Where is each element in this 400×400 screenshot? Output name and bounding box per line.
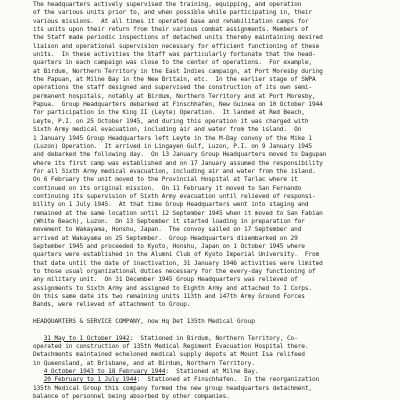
text-line <box>33 343 394 351</box>
text-line: continuing its supervision of Sixth Army evacuation until relieved of responsi- <box>33 192 316 200</box>
text-line: Bands, were relieved of attachment to Group. <box>33 301 191 309</box>
text-line: assignments to Sixth Army and assigned to Eighth Army and attached to I Corps. <box>33 284 313 292</box>
line-text: balance of personnel being absorbed by other companies. <box>33 393 230 400</box>
text-line <box>33 360 394 368</box>
text-line: for all Sixth Army medical evacuation, including air and water from the island. <box>33 167 316 175</box>
paragraph-gap <box>33 310 394 318</box>
text-line <box>33 393 394 400</box>
text-line: units. In these activities the Staff was particularly fortunate that the head- <box>33 51 316 59</box>
line-text: in Queensland, at Brisbane, and at Birdum, Northern Territory. <box>33 359 255 367</box>
date-range: 20 February to 1 July 1944 <box>43 376 137 384</box>
text-line: and debarked the following day. On 13 January Group Headquarters moved to Dagupan <box>33 151 327 159</box>
text-line: operations the staff designed and supervised the construction of its own semi- <box>33 84 313 92</box>
text-line: The headquarters actively supervised the training, equipping, and operation <box>33 1 302 8</box>
company-history-paragraph <box>33 335 394 400</box>
text-line: On 6 February the unit moved to the Provincial Hospital at Tarlac where it <box>33 176 298 184</box>
text-line: of the various units prior to, and when possible while participating in, their <box>33 9 313 17</box>
text-line: Papua. Group Headquarters debarked at Finschhafen, New Guinea on 10 October 1944 <box>33 101 323 109</box>
text-line: movement to Wakayama, Honshu, Japan. The convoy sailed on 17 September and <box>33 226 302 234</box>
text-line: (Luzon) Operation. It arrived in Lingayen Gulf, Luzon, P.I. on 9 January 1945 <box>33 142 313 150</box>
text-line: that date until the date of inactivation, 31 January 1946 activities were limited <box>33 259 323 267</box>
text-line <box>33 368 394 376</box>
date-range: 31 May to 1 October 1942 <box>43 334 130 342</box>
text-line: for participation in the King II (Leyte) Operation. It landed at Red Beach, <box>33 109 305 117</box>
line-text: : Stationed in Birdum, Northern Territory, Co- <box>129 334 298 342</box>
text-line: at Birdum, Northern Territory in the East Indies campaign, at Port Moresby during <box>33 67 323 75</box>
document-body <box>33 1 394 400</box>
line-text: Detachments maintained echeloned medical supply depots at Mount Isa relifeed <box>33 351 305 359</box>
text-line: the Staff made periodic inspections of detached units thereby maintaining desired <box>33 34 323 42</box>
text-line: (White Beach), Luzon. On 13 September it started loading in preparation for <box>33 217 305 225</box>
text-line: quarters in each campaign was close to the center of operations. For example, <box>33 59 313 67</box>
text-line: Sixth Army medical evacuation, including air and water from the island. On <box>33 126 302 134</box>
text-line: Leyte, P.I. on 25 October 1945, and during this operation it was charged with <box>33 117 309 125</box>
text-line: continued on its original mission. On 11 February it moved to San Fernando <box>33 184 302 192</box>
text-line: its units upon their return from their various combat assignments. Members of <box>33 26 309 34</box>
text-line: 1 January 1945 Group Headquarters left Leyte in the M-Day convoy of the Mike 1 <box>33 134 313 142</box>
line-text: 135th Medical Group this company formed the new group headquarters detachment, <box>33 384 313 392</box>
text-line: remained at the same location until 12 September 1945 when it moved to San Fabian <box>33 209 323 217</box>
text-line: permanent hospitals, notably at Birdum, Northern Territory and at Port Moresby, <box>33 92 316 100</box>
line-text: operated in construction of 135th Medical Regiment Evacuation Hospital there. <box>33 343 309 351</box>
text-line: liaison and operational supervision necessary for efficient functioning of these <box>33 42 320 50</box>
text-line <box>33 351 394 359</box>
text-line: where its first camp was established and on 17 January assumed the responsibility <box>33 159 323 167</box>
paragraph-gap <box>33 326 394 334</box>
text-line: to those usual organizational duties necessary for the every-day functioning of <box>33 268 316 275</box>
line-text: : Stationed at Milne Bay. <box>165 368 259 376</box>
text-line <box>33 335 394 343</box>
text-line: September 1945 and proceeded to Kyoto, Honshu, Japan on 1 October 1945 where <box>33 242 305 250</box>
date-range: 4 October 1943 to 18 February 1944 <box>43 368 166 376</box>
text-line <box>33 376 394 384</box>
text-line: On this same date its two remaining units 113th and 147th Army Ground Forces <box>33 293 305 301</box>
text-line: any military unit. On 31 December 1945 Group Headquarters was relieved of <box>33 276 298 284</box>
text-line: arrived at Wakayama on 25 September. Group Headquarters disembarked on 29 <box>33 234 298 242</box>
section-heading: HEADQUARTERS & SERVICE COMPANY, now Hq Det 135th Medical Group <box>33 318 255 326</box>
text-line: the Papuan, at Milne Bay in the New Britain, etc. In the earlier stage of SWPA <box>33 76 316 84</box>
line-text: : Stationed at Finschhafen. In the reorganization <box>136 376 320 384</box>
text-line: various missions. At all times it operated base and rehabilitation camps for <box>33 17 309 25</box>
text-line: bility on 1 July 1945. At that time Group Headquarters went into staging and <box>33 201 309 209</box>
text-line: quarters were established in the Alumni Club of Kyoto Imperial University. From <box>33 251 320 259</box>
text-line <box>33 385 394 393</box>
history-paragraph <box>33 1 394 310</box>
